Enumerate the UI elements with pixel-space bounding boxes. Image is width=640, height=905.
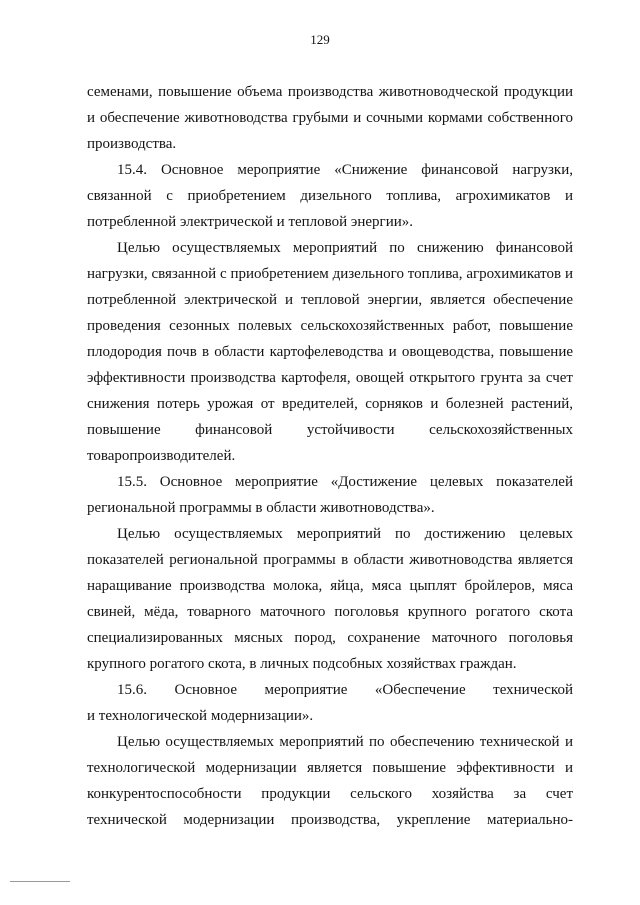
paragraph-4-heading-15-5	[87, 469, 573, 521]
text-line: снижения потерь урожая от вредителей, сорняков и болезней растений,	[87, 396, 573, 412]
text-line: повышение финансовой устойчивости сельскохозяйственных	[87, 422, 573, 438]
page-number: 129	[310, 32, 330, 47]
text-line: технологической модернизации является повышение эффективности и	[87, 760, 573, 776]
text-line: региональной программы в области животноводства».	[87, 500, 435, 516]
paragraph-1	[87, 79, 573, 157]
text-line: нагрузки, связанной с приобретением дизельного топлива, агрохимикатов и	[87, 266, 573, 282]
text-line: потребленной электрической и тепловой энергии, является обеспечение	[87, 292, 573, 308]
text-line: Целью осуществляемых мероприятий по снижению финансовой	[117, 240, 573, 256]
footnote-divider	[10, 881, 70, 882]
paragraph-6-heading-15-6	[87, 677, 573, 729]
paragraph-7	[87, 729, 573, 833]
text-line: потребленной электрической и тепловой энергии».	[87, 214, 414, 230]
text-line: связанной с приобретением дизельного топлива, агрохимикатов и	[87, 188, 573, 204]
text-line: крупного рогатого скота, в личных подсобных хозяйствах граждан.	[87, 656, 517, 672]
text-line: 15.4. Основное мероприятие «Снижение финансовой нагрузки,	[117, 162, 573, 178]
text-line: и технологической модернизации».	[87, 708, 314, 724]
paragraph-2-heading-15-4	[87, 157, 573, 235]
paragraph-5	[87, 521, 573, 677]
text-line: конкурентоспособности продукции сельского хозяйства за счет	[87, 786, 573, 802]
text-line: товаропроизводителей.	[87, 448, 236, 464]
text-line: технической модернизации производства, укрепление материально-	[87, 812, 573, 828]
text-line: эффективности производства картофеля, овощей открытого грунта за счет	[87, 370, 573, 386]
text-line: производства.	[87, 136, 177, 152]
text-line: и обеспечение животноводства грубыми и сочными кормами собственного	[87, 110, 573, 126]
text-line: специализированных мясных пород, сохранение маточного поголовья	[87, 630, 573, 646]
paragraph-3	[87, 235, 573, 469]
text-line: Целью осуществляемых мероприятий по достижению целевых	[117, 526, 573, 542]
text-line: Целью осуществляемых мероприятий по обеспечению технической и	[117, 734, 573, 750]
document-body	[87, 79, 573, 833]
text-line: свиней, мёда, товарного маточного поголовья крупного рогатого скота	[87, 604, 573, 620]
text-line: семенами, повышение объема производства животноводческой продукции	[87, 84, 573, 100]
text-line: проведения сезонных полевых сельскохозяйственных работ, повышение	[87, 318, 573, 334]
text-line: наращивание производства молока, яйца, мяса цыплят бройлеров, мяса	[87, 578, 573, 594]
text-line: 15.5. Основное мероприятие «Достижение целевых показателей	[117, 474, 573, 490]
text-line: показателей региональной программы в области животноводства является	[87, 552, 573, 568]
text-line: 15.6. Основное мероприятие «Обеспечение технической	[117, 682, 573, 698]
text-line: плодородия почв в области картофелеводства и овощеводства, повышение	[87, 344, 573, 360]
